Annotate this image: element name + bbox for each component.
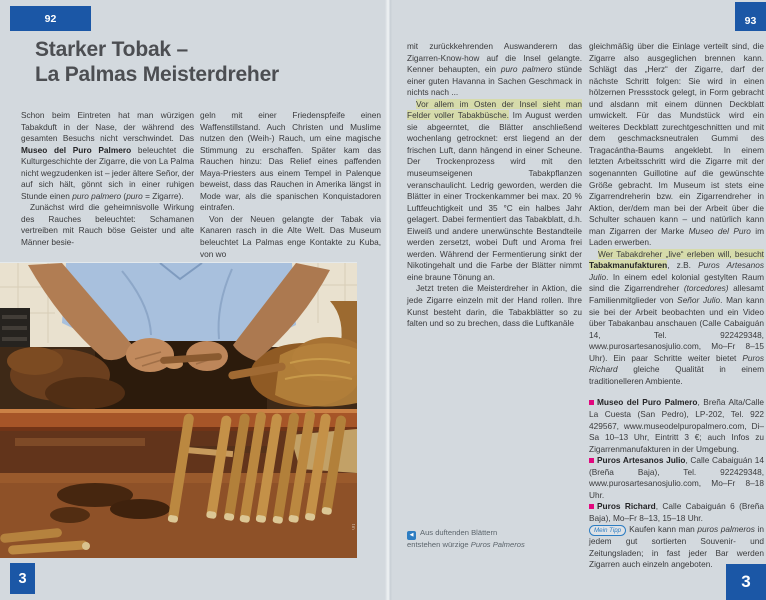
text-segment: (torcedores) [683, 283, 729, 294]
text-segment: puros palmeros [697, 524, 755, 535]
address-item [589, 501, 764, 524]
address-details: , Breña Alta/Calle La Cuesta (San Pedro), LP-202, Tel. 922 429567, www.museodelpuropalmero.com, Di–Sa 10–13 Uhr, Eintritt 3 €; auch Infos zu Zigarrenmanufakturen in der Umgebung. [589, 397, 765, 454]
text-segment: in jedem gut sortierten Souvenir- und Zeitungsladen; in fast jeder Bar werden Zigarren auch einzeln angeboten. [589, 524, 765, 570]
address-name: Museo del Puro Palmero [597, 397, 698, 408]
page-title-line1: Starker Tobak – [35, 38, 189, 61]
left-page-column-1 [21, 110, 194, 249]
text-segment: . Man kann sie bei der Arbeit beobachten und ein Video über Tabakanbau anschauen (Calle Cabaiguán 14, Tel. 922429348, www.purosartesanosjulio.com, Mo–Fr 8–15 Uhr). Ein paar Schritte weiter bietet [589, 295, 764, 363]
chapter-tab-right: 3 [726, 564, 766, 600]
page-title [35, 37, 395, 87]
caption-line2-italic: Puros Palmeros [470, 540, 525, 549]
text-segment: puro [126, 190, 143, 201]
photo-credit: tm [351, 523, 356, 530]
paragraph [407, 41, 582, 99]
text-segment: Museo del Puro [688, 225, 751, 236]
page-title-line2: La Palmas Meisterdreher [35, 63, 280, 86]
museum-name-bold: Museo del Puro Palmero [21, 144, 132, 155]
text-segment: = Zigarre). [142, 190, 184, 201]
right-page-column-1 [407, 41, 582, 330]
address-item [589, 397, 764, 455]
text-segment: mit zurückkehrenden Auswanderern das Zigarren-Know-how auf die Insel gelangte. Kenner behaupten, ein [407, 41, 582, 75]
paragraph: Von der Neuen gelangte der Tabak via Kanaren rasch in die Alte Welt. Das Museum beleuchtet La Palmas enge Kontakte zu Kuba, von wo [200, 213, 381, 259]
text-segment: Schon beim Eintreten hat man würzigen Tabakduft in der Nase, der während des gesamten Besuchs nicht verschwindet. Das [21, 110, 194, 144]
address-name: Puros Richard [597, 501, 656, 512]
text-segment: beleuchtet die Kulturgeschichte der Zigarre, die von La Palma nicht wegzudenken ist – jeder ältere Señor, der auf sich hält, gönnt sich in einer ruhigen Stunde einen [21, 144, 194, 201]
cigar-roller-illustration [0, 263, 357, 558]
text-segment: im Laden erwerben. [589, 225, 764, 248]
caption-line1: Aus duftenden Blättern [420, 528, 498, 537]
text-segment: Puros Artesanos Julio [589, 260, 764, 282]
paragraph: geln mit einer Friedenspfeife einen Waffenstillstand. Auch Christen und Muslime nutzen den (Weih-) Rauch, um eine magische Stimmung zu erschaffen. Später kam das Rauchen hinzu: Das Relief eines paffenden Maya-Priesters aus einem Tempel in Palenque beweist, dass das Rauchen in Amerika längst in Mode war, als die spanischen Konquistadoren eintrafen. [200, 110, 381, 213]
right-page-column-2 [589, 41, 764, 571]
text-segment: puro palmero [72, 190, 122, 201]
address-details: , Calle Cabaiguán 6 (Breña Baja), Mo–Fr 8–13, 15–18 Uhr. [589, 501, 764, 523]
paragraph [21, 110, 194, 202]
chapter-tab-left: 3 [10, 563, 35, 594]
address-item [589, 455, 764, 501]
text-segment: allesamt Familienmitglieder von [589, 283, 764, 306]
text-segment: stünde einer guten Havanna in Sachen Geschmack in nichts nach ... [407, 64, 583, 98]
text-segment: Im August werden sie abgeerntet, die Blätter anschließend wochenlang getrocknet: erst liegend an der frischen Luft, dann hängend in einer Scheune. Der Trockenprozess wird mit den museumseigenen Tabakpflanzen veranschaulicht. Ledrig geworden, werden die Blätter in einer Trockenkammer bei max. 20 % Luftfeuchtigkeit und 35 °C ein halbes Jahr gelagert. Dabei fermentiert das Tabakblatt, d.h. Eiweiß und andere unerwünschte Bestandteile werden zersetzt, wobei Duft und Aroma frei werden. Während der Fermentierung sinkt der Nikotingehalt und die Farbe der Blätter nimmt eine braune Tönung an. [407, 110, 582, 282]
paragraph: Jetzt treten die Meisterdreher in Aktion, die jede Zigarre einzeln mit der Hand rollen. Ihre Kunst besteht darin, die Tabakblätter so zu falten und so zu brechen, dass die Luftkanäle [407, 283, 582, 329]
paragraph [589, 41, 764, 249]
page-gutter [385, 0, 392, 600]
address-list [589, 397, 764, 524]
bullet-square-icon [589, 400, 594, 405]
text-segment: gleichmäßig über die Einlage verteilt sind, die Zigarre also ausgeglichen brennen kann. Schlägt das „Herz“ der Zigarre, darf der nächste Schritt folgen: Sie wird in einen hölzernen Pressstock gelegt, in Form gebracht und alsdann mit einem dünnen Deckblatt umwickelt. Für das Mundstück wird ein weiteres Deckblatt zurechtgeschnitten und mit dem geschmacksneutralen Gummi des Tragacántha-Baums angeklebt. In einem letzten Arbeitsschritt wird die Zigarre mit der sogenannten Guillotine auf die gewünschte Größe gebracht. Im Museum ist stets eine Zigarrendreherin bzw. ein Zigarrendreher in Aktion, der/dem man bei der Arbeit über die Schulter schauen kann – und natürlich kann man Zigarren der Marke [589, 41, 764, 236]
page-number-left: 92 [10, 6, 91, 31]
text-segment: , z.B. [667, 260, 699, 271]
address-name: Puros Artesanos Julio [597, 455, 686, 466]
photo-caption [407, 528, 583, 551]
left-page-column-2 [200, 110, 381, 260]
highlighted-sentence: Vor allem im Osten der Insel sieht man Felder voller Tabakbüsche. [407, 98, 582, 121]
caption-arrow-icon: ◀ [407, 531, 416, 540]
caption-line2: entstehen würzige [407, 540, 471, 549]
paragraph [407, 99, 582, 284]
text-segment: gleiche Qualität in einem traditionelleren Ambiente. [589, 364, 764, 386]
text-segment: Puros Richard [589, 352, 764, 375]
paragraph [589, 249, 764, 388]
tip-badge: Mein Tipp [589, 525, 626, 536]
paragraph: Zunächst wird die geheimnisvolle Wirkung des Rauches beleuchtet: Schamanen vertreiben mit Rauch böse Geister und alte Männer besie- [21, 202, 194, 248]
bullet-square-icon [589, 504, 594, 509]
text-segment: puro palmero [500, 64, 553, 75]
address-details: , Calle Cabaiguán 14 (Breña Baja), Tel. 922429348, www.purosartesanosjulio.com, Mo–Fr 8–18 Uhr. [589, 455, 764, 500]
text-segment: . In einem edel kolonial gestylten Raum sind die Zigarrendreher [589, 271, 764, 294]
tip-paragraph [589, 524, 764, 570]
photo-cigar-roller [0, 262, 357, 558]
page-number-right: 93 [735, 2, 766, 31]
text-segment: Señor Julio [677, 295, 721, 306]
bullet-square-icon [589, 458, 594, 463]
text-segment: Kaufen kann man [629, 524, 698, 535]
keyword-bold: Tabakmanufakturen [589, 260, 668, 271]
text-segment: ( [121, 190, 127, 201]
highlighted-sentence: Wer Tabakdreher „live“ erleben will, besucht [598, 248, 764, 259]
